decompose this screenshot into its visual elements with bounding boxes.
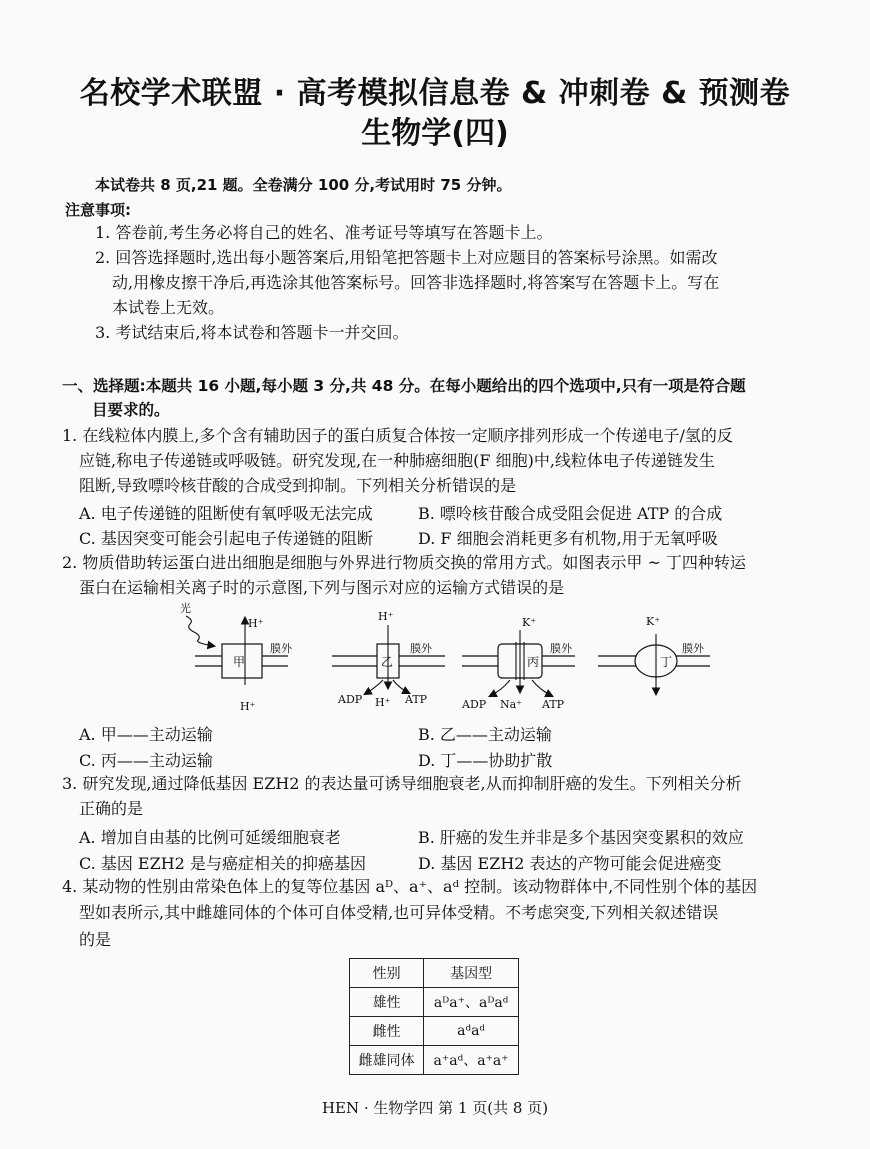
q3-option-b[interactable]: B. 肝癌的发生并非是多个基因突变累积的效应: [418, 828, 744, 847]
diagram-label-jia: 甲: [233, 655, 246, 669]
q2-stem-line2: 蛋白在运输相关离子时的示意图,下列与图示对应的运输方式错误的是: [79, 578, 565, 597]
exam-title: 名校学术联盟 · 高考模拟信息卷 & 冲刺卷 & 预测卷: [79, 76, 791, 111]
q3-option-d[interactable]: D. 基因 EZH2 表达的产物可能会促进癌变: [418, 854, 722, 873]
table-cell: a⁺aᵈ、a⁺a⁺: [424, 1046, 519, 1075]
section-heading-line1: 一、选择题:本题共 16 小题,每小题 3 分,共 48 分。在每小题给出的四个选项中,只有一项是符合题: [62, 377, 746, 395]
table-cell: 雌雄同体: [350, 1046, 424, 1075]
q2-option-d[interactable]: D. 丁——协助扩散: [418, 751, 553, 770]
notice-line-1: 1. 答卷前,考生务必将自己的姓名、准考证号等填写在答题卡上。: [95, 223, 553, 242]
q4-stem-line1: 4. 某动物的性别由常染色体上的复等位基因 aᴰ、a⁺、aᵈ 控制。该动物群体中,不同性别个体的基因: [62, 877, 758, 896]
table-cell: 雄性: [350, 988, 424, 1017]
diagram-h-ion-jia-top: H⁺: [248, 617, 264, 630]
notice-line-2: 2. 回答选择题时,选出每小题答案后,用铅笔把答题卡上对应题目的答案标号涂黑。如需改: [95, 248, 718, 267]
table-cell: aᵈaᵈ: [424, 1017, 519, 1046]
transport-protein-diagram: [170, 600, 730, 715]
q4-stem-line3: 的是: [79, 930, 112, 949]
table-header-cell: 性别: [350, 959, 424, 988]
q3-stem-line1: 3. 研究发现,通过降低基因 EZH2 的表达量可诱导细胞衰老,从而抑制肝癌的发生。下列相关分析: [62, 774, 742, 793]
table-cell: aᴰa⁺、aᴰaᵈ: [424, 988, 519, 1017]
notice-line-3: 动,用橡皮擦干净后,再选涂其他答案标号。回答非选择题时,将答案写在答题卡上。写在: [112, 273, 720, 292]
notice-heading: 注意事项:: [65, 201, 131, 219]
table-row: [350, 988, 519, 1017]
diagram-label-ding: 丁: [660, 655, 673, 669]
table-cell: 雌性: [350, 1017, 424, 1046]
table-header-cell: 基因型: [424, 959, 519, 988]
diagram-adp-yi: ADP: [338, 693, 363, 706]
q4-stem-line2: 型如表所示,其中雌雄同体的个体可自体受精,也可异体受精。不考虑突变,下列相关叙述错误: [79, 903, 719, 922]
diagram-label-bing: 丙: [527, 655, 540, 669]
diagram-h-ion-yi-bottom: H⁺: [375, 696, 391, 709]
diagram-h-ion-jia-bottom: H⁺: [240, 700, 256, 713]
exam-subtitle: 生物学(四): [361, 116, 509, 151]
q1-stem-line2: 应链,称电子传递链或呼吸链。研究发现,在一种肺癌细胞(F 细胞)中,线粒体电子传递链发生: [79, 451, 715, 470]
q3-option-c[interactable]: C. 基因 EZH2 是与癌症相关的抑癌基因: [79, 854, 366, 873]
section-heading-line2: 目要求的。: [92, 401, 170, 419]
q1-option-d[interactable]: D. F 细胞会消耗更多有机物,用于无氧呼吸: [418, 529, 718, 548]
q1-option-a[interactable]: A. 电子传递链的阻断使有氧呼吸无法完成: [79, 504, 373, 523]
diagram-adp-bing: ADP: [462, 698, 487, 711]
diagram-light-label: 光: [180, 602, 191, 615]
q1-option-b[interactable]: B. 嘌呤核苷酸合成受阻会促进 ATP 的合成: [418, 504, 723, 523]
page-footer: HEN · 生物学四 第 1 页(共 8 页): [321, 1099, 549, 1117]
q2-option-c[interactable]: C. 丙——主动运输: [79, 751, 213, 770]
diagram-na-ion-bing: Na⁺: [500, 698, 522, 711]
table-row: [350, 1017, 519, 1046]
diagram-atp-bing: ATP: [542, 698, 565, 711]
q1-stem-line1: 1. 在线粒体内膜上,多个含有辅助因子的蛋白质复合体按一定顺序排列形成一个传递电子/氢的反: [62, 426, 733, 445]
diagram-label-yi: 乙: [381, 655, 394, 669]
diagram-h-ion-yi-top: H⁺: [378, 610, 394, 623]
diagram-atp-yi: ATP: [405, 693, 428, 706]
q1-option-c[interactable]: C. 基因突变可能会引起电子传递链的阻断: [79, 529, 373, 548]
table-row: [350, 1046, 519, 1075]
notice-line-4: 本试卷上无效。: [112, 298, 225, 317]
diagram-outside-bing: 膜外: [550, 642, 572, 655]
diagram-outside-yi: 膜外: [410, 642, 432, 655]
q2-option-b[interactable]: B. 乙——主动运输: [418, 725, 552, 744]
q3-stem-line2: 正确的是: [79, 799, 144, 818]
diagram-k-ion-ding: K⁺: [646, 615, 661, 628]
genotype-table: [349, 958, 519, 1075]
diagram-k-ion-bing: K⁺: [522, 616, 537, 629]
q2-option-a[interactable]: A. 甲——主动运输: [79, 725, 213, 744]
exam-intro: 本试卷共 8 页,21 题。全卷满分 100 分,考试用时 75 分钟。: [95, 176, 512, 194]
diagram-outside-ding: 膜外: [682, 642, 704, 655]
q3-option-a[interactable]: A. 增加自由基的比例可延缓细胞衰老: [79, 828, 341, 847]
diagram-outside-jia: 膜外: [270, 642, 292, 655]
table-header-row: [350, 959, 519, 988]
q2-stem-line1: 2. 物质借助转运蛋白进出细胞是细胞与外界进行物质交换的常用方式。如图表示甲 ~ 丁四种转运: [62, 553, 746, 572]
q1-stem-line3: 阻断,导致嘌呤核苷酸的合成受到抑制。下列相关分析错误的是: [79, 476, 517, 495]
notice-line-5: 3. 考试结束后,将本试卷和答题卡一并交回。: [95, 323, 409, 342]
